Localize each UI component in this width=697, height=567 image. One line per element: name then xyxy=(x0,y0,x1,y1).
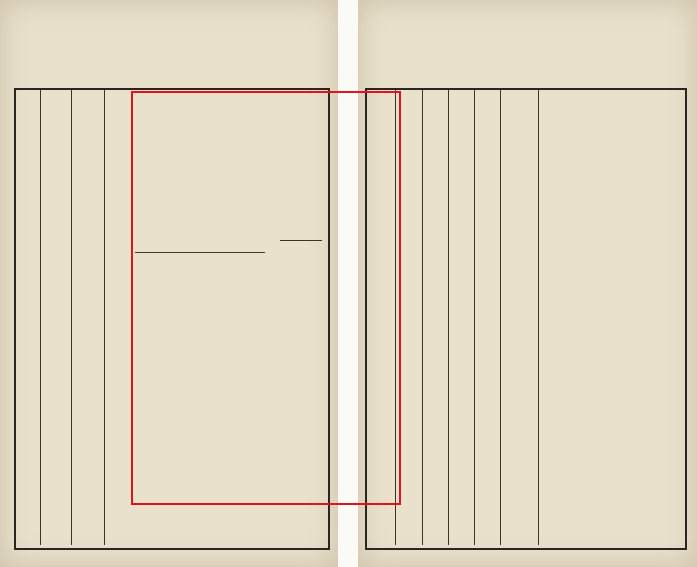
right-column-rule xyxy=(448,90,449,545)
left-column-rule xyxy=(71,90,72,545)
left-column-rule xyxy=(104,90,105,545)
red-highlight-box xyxy=(131,91,401,505)
right-column-rule xyxy=(538,90,539,545)
right-column-rule xyxy=(500,90,501,545)
right-column-rule xyxy=(474,90,475,545)
left-column-rule xyxy=(40,90,41,545)
right-column-rule xyxy=(422,90,423,545)
right-page-frame xyxy=(365,88,687,550)
